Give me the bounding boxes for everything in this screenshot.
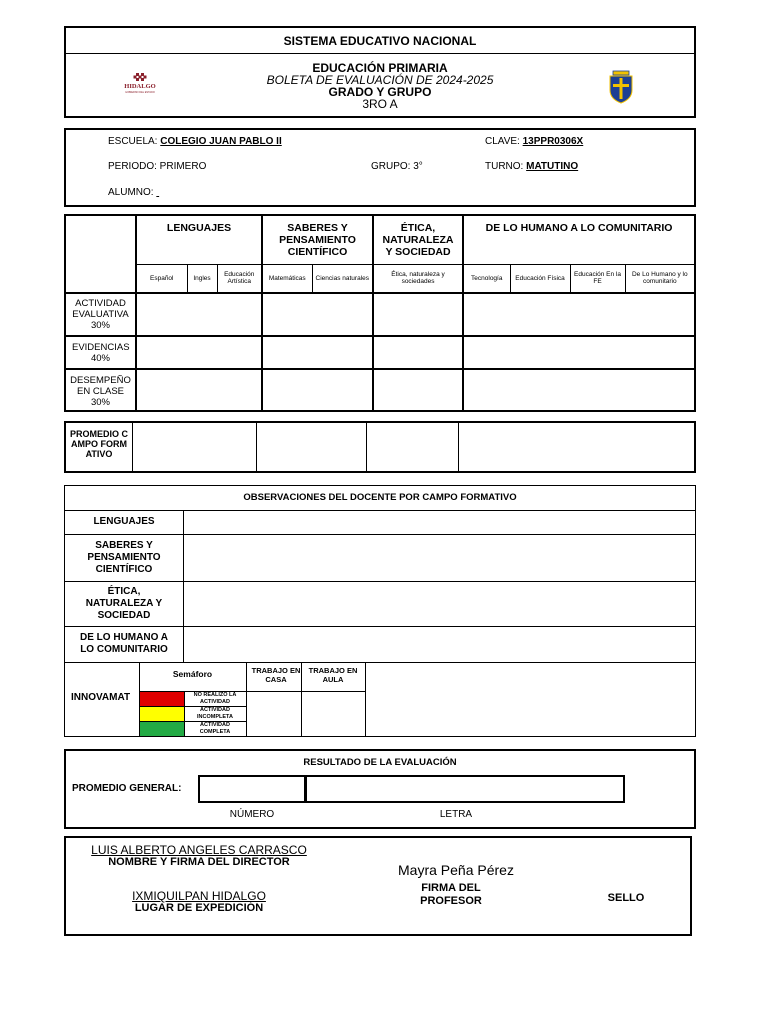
- grade-cell[interactable]: [136, 293, 262, 336]
- grade-cell[interactable]: [136, 369, 262, 412]
- obs-row-label: ÉTICA, NATURALEZA Y SOCIEDAD: [85, 586, 163, 621]
- grade-cell[interactable]: [373, 336, 463, 369]
- grupo-value: 3RO A: [362, 97, 398, 111]
- header-box: [64, 26, 696, 118]
- sello-label: SELLO: [607, 892, 645, 904]
- campo-header: ÉTICA, NATURALEZA Y SOCIEDAD: [373, 216, 463, 264]
- trabajo-casa-field[interactable]: [247, 692, 301, 736]
- director-name: LUIS ALBERTO ANGELES CARRASCO: [91, 843, 307, 857]
- header-divider: [66, 53, 694, 54]
- numero-label: NÚMERO: [229, 809, 275, 820]
- grade-cell[interactable]: [262, 369, 373, 412]
- grade-cell[interactable]: [463, 336, 694, 369]
- clave-value: 13PPR0306X: [522, 136, 584, 147]
- grade-cell[interactable]: [262, 336, 373, 369]
- lugar-label: LUGAR DE EXPEDICIÓN: [134, 902, 264, 914]
- trabajo-aula-header: TRABAJO EN AULA: [308, 666, 358, 684]
- subject-cell: De Lo Humano y lo comunitario: [625, 264, 694, 293]
- subject-cell: Ética, naturaleza y sociedades: [373, 264, 463, 293]
- grade-cell[interactable]: [463, 293, 694, 336]
- legend-text: NO REALIZO LA ACTIVIDAD: [193, 692, 237, 705]
- hidalgo-logo-subtext: GOBIERNO DEL ESTADO: [125, 91, 155, 94]
- obs-field[interactable]: [184, 582, 695, 626]
- info-box: [64, 128, 696, 207]
- grade-cell[interactable]: [373, 369, 463, 412]
- subject-cell: Tecnología: [463, 264, 510, 293]
- divider: [256, 423, 257, 471]
- subject-cell: Español: [136, 264, 187, 293]
- turno-field: [485, 161, 578, 172]
- grade-cell[interactable]: [463, 369, 694, 412]
- promedio-general-label: PROMEDIO GENERAL:: [72, 783, 182, 794]
- clave-label: CLAVE:: [485, 136, 520, 147]
- turno-label: TURNO:: [485, 161, 524, 172]
- obs-field[interactable]: [184, 535, 695, 581]
- obs-row-label: SABERES Y PENSAMIENTO CIENTÍFICO: [87, 540, 161, 575]
- trabajo-casa-header: TRABAJO EN CASA: [251, 666, 301, 684]
- legend-swatch: [140, 692, 184, 706]
- alumno-field: [108, 187, 159, 198]
- director-label: NOMBRE Y FIRMA DEL DIRECTOR: [108, 856, 290, 868]
- campo-header: LENGUAJES: [136, 216, 262, 264]
- promedio-campo-box: [64, 421, 696, 473]
- legend-text: ACTIVIDAD COMPLETA: [199, 722, 231, 735]
- obs-field[interactable]: [184, 511, 695, 534]
- divider: [365, 662, 366, 736]
- grade-cell[interactable]: [373, 293, 463, 336]
- evaluation-row-label: DESEMPEÑO EN CLASE 30%: [66, 369, 136, 412]
- subject-cell: Ciencias naturales: [312, 264, 373, 293]
- campo-header: SABERES Y PENSAMIENTO CIENTÍFICO: [262, 216, 373, 264]
- trabajo-aula-field[interactable]: [302, 692, 365, 736]
- observaciones-title: OBSERVACIONES DEL DOCENTE POR CAMPO FORMATIVO: [243, 492, 517, 503]
- promedio-campo-label: PROMEDIO CAMPO FORMATIVO: [70, 429, 129, 459]
- grades-table: [66, 216, 694, 412]
- obs-row-label: DE LO HUMANO A LO COMUNITARIO: [80, 632, 168, 655]
- obs-row-label: LENGUAJES: [93, 516, 155, 527]
- divider: [458, 423, 459, 471]
- subject-cell: Educación En la FE: [570, 264, 625, 293]
- promedio-letra-field[interactable]: [306, 775, 625, 803]
- grades-box: [64, 214, 696, 412]
- resultado-title: RESULTADO DE LA EVALUACIÓN: [303, 757, 457, 768]
- profesor-label: FIRMA DEL PROFESOR: [420, 882, 482, 907]
- education-level: EDUCACIÓN PRIMARIA: [312, 61, 448, 75]
- firmas-box: [64, 836, 692, 936]
- grupo-field: GRUPO: 3°: [371, 161, 423, 172]
- legend-swatch: [140, 722, 184, 736]
- divider: [184, 691, 185, 736]
- alumno-label: ALUMNO:: [108, 187, 154, 198]
- innovamat-label: INNOVAMAT: [71, 692, 131, 703]
- hidalgo-logo-text: HIDALGO: [124, 83, 156, 90]
- evaluation-row-label: ACTIVIDAD EVALUATIVA 30%: [66, 293, 136, 336]
- subject-cell: Matemáticas: [262, 264, 312, 293]
- clave-field: [485, 136, 583, 147]
- school-shield: [608, 70, 634, 104]
- divider: [366, 423, 367, 471]
- boleta-title: BOLETA DE EVALUACIÓN DE 2024-2025: [266, 73, 494, 87]
- campo-header: DE LO HUMANO A LO COMUNITARIO: [463, 216, 694, 264]
- grade-cell[interactable]: [262, 293, 373, 336]
- turno-value: MATUTINO: [526, 161, 579, 172]
- subject-cell: Educación Física: [510, 264, 570, 293]
- alumno-value: [156, 187, 159, 198]
- evaluation-row-label: EVIDENCIAS 40%: [66, 336, 136, 369]
- subject-cell: Educación Artística: [217, 264, 262, 293]
- header-title: SISTEMA EDUCATIVO NACIONAL: [283, 34, 477, 48]
- grado-label: GRADO Y GRUPO: [328, 85, 432, 99]
- escuela-label: ESCUELA:: [108, 136, 158, 147]
- observaciones-box: [64, 485, 696, 737]
- lugar-value: IXMIQUILPAN HIDALGO: [132, 889, 266, 903]
- obs-field[interactable]: [184, 627, 695, 662]
- corner-cell: [66, 216, 136, 293]
- resultado-box: [64, 749, 696, 829]
- legend-swatch: [140, 707, 184, 721]
- letra-label: LETRA: [439, 809, 473, 820]
- divider: [132, 423, 133, 471]
- periodo-field: PERIODO: PRIMERO: [108, 161, 207, 172]
- legend-text: ACTIVIDAD INCOMPLETA: [197, 707, 233, 720]
- semaforo-header: Semáforo: [172, 669, 213, 679]
- promedio-numero-field[interactable]: [198, 775, 306, 803]
- profesor-name: Mayra Peña Pérez: [398, 862, 514, 878]
- escuela-field: [108, 136, 282, 147]
- subject-cell: Ingles: [187, 264, 217, 293]
- divider: [65, 662, 695, 663]
- escuela-value: COLEGIO JUAN PABLO II: [160, 136, 282, 147]
- grade-cell[interactable]: [136, 336, 262, 369]
- shield-icon: [608, 70, 634, 104]
